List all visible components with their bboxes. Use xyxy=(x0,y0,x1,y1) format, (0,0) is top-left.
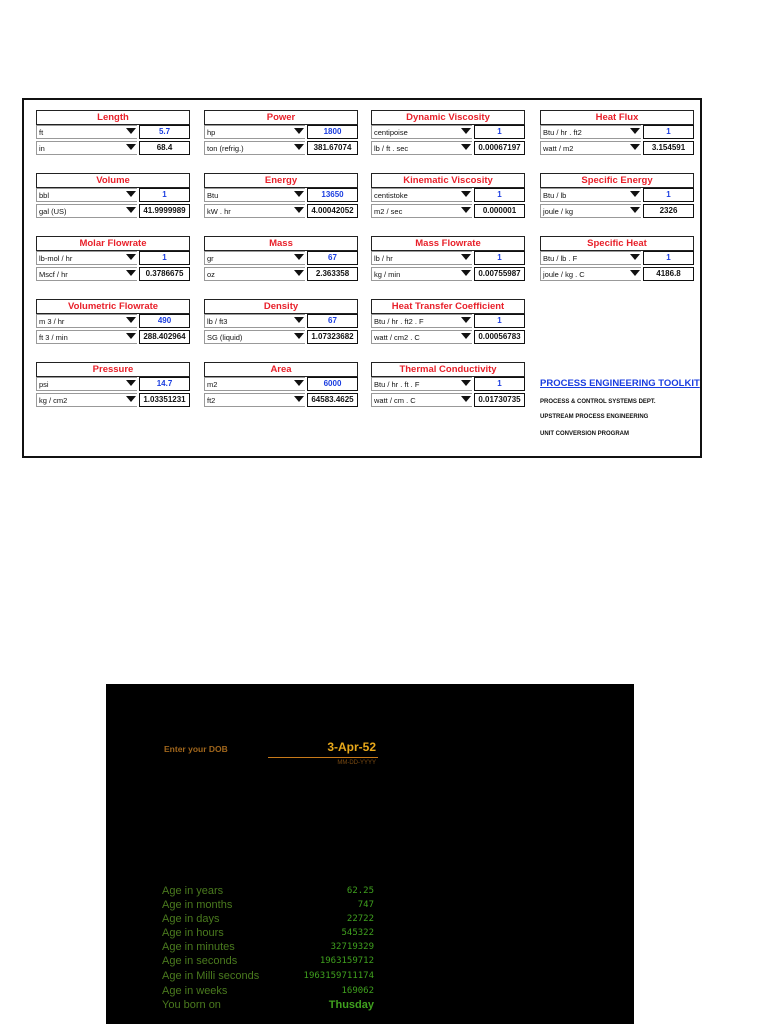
from-unit-select[interactable]: ft xyxy=(36,125,137,139)
age-row xyxy=(162,927,374,941)
dropdown-arrow-icon[interactable] xyxy=(461,191,471,197)
dropdown-arrow-icon[interactable] xyxy=(126,396,136,402)
dropdown-arrow-icon[interactable] xyxy=(630,254,640,260)
converter-title: Mass Flowrate xyxy=(371,236,525,251)
age-value: 32719329 xyxy=(330,942,374,952)
to-value-output: 0.000001 xyxy=(474,204,525,218)
to-value-output: 3.154591 xyxy=(643,141,694,155)
dropdown-arrow-icon[interactable] xyxy=(461,380,471,386)
dob-input[interactable]: 3-Apr-52 xyxy=(327,740,376,754)
to-value-output: 0.00056783 xyxy=(474,330,525,344)
to-unit-select[interactable]: gal (US) xyxy=(36,204,137,218)
to-unit-select[interactable]: kg / min xyxy=(371,267,472,281)
age-label: Age in seconds xyxy=(162,955,238,967)
converter-power xyxy=(204,110,358,158)
to-value-output: 0.3786675 xyxy=(139,267,190,281)
to-unit-select[interactable]: joule / kg . C xyxy=(540,267,641,281)
from-value-input[interactable]: 490 xyxy=(139,314,190,328)
to-unit-select[interactable]: watt / cm2 . C xyxy=(371,330,472,344)
converter-title: Density xyxy=(204,299,358,314)
dropdown-arrow-icon[interactable] xyxy=(294,270,304,276)
converter-title: Pressure xyxy=(36,362,190,377)
from-unit-select[interactable]: centipoise xyxy=(371,125,472,139)
age-value: 747 xyxy=(357,900,374,910)
dropdown-arrow-icon[interactable] xyxy=(630,191,640,197)
converter-title: Dynamic Viscosity xyxy=(371,110,525,125)
converter-mass xyxy=(204,236,358,284)
to-unit-select[interactable]: ft2 xyxy=(204,393,305,407)
age-label: Age in hours xyxy=(162,927,224,939)
converter-title: Area xyxy=(204,362,358,377)
from-value-input[interactable]: 6000 xyxy=(307,377,358,391)
to-unit-select[interactable]: joule / kg xyxy=(540,204,641,218)
age-value: 169062 xyxy=(341,986,374,996)
to-row xyxy=(36,267,190,282)
dropdown-arrow-icon[interactable] xyxy=(461,333,471,339)
converter-heat-flux xyxy=(540,110,694,158)
from-unit-select[interactable]: Btu / lb xyxy=(540,188,641,202)
to-row xyxy=(36,330,190,345)
dropdown-arrow-icon[interactable] xyxy=(126,207,136,213)
age-label: Age in days xyxy=(162,913,220,925)
from-value-input[interactable]: 67 xyxy=(307,314,358,328)
from-value-input[interactable]: 1 xyxy=(139,251,190,265)
from-unit-select[interactable]: lb-mol / hr xyxy=(36,251,137,265)
dropdown-arrow-icon[interactable] xyxy=(126,254,136,260)
to-row xyxy=(371,267,525,282)
from-row xyxy=(36,188,190,203)
to-row xyxy=(204,204,358,219)
dropdown-arrow-icon[interactable] xyxy=(461,254,471,260)
to-row xyxy=(371,141,525,156)
to-row xyxy=(204,330,358,345)
from-row xyxy=(36,251,190,266)
to-row xyxy=(36,393,190,408)
to-unit-select[interactable]: m2 / sec xyxy=(371,204,472,218)
converter-title: Power xyxy=(204,110,358,125)
toolkit-group: UPSTREAM PROCESS ENGINEERING xyxy=(540,414,649,420)
age-row xyxy=(162,913,374,927)
age-row xyxy=(162,899,374,913)
from-value-input[interactable]: 1 xyxy=(643,251,694,265)
from-unit-select[interactable]: centistoke xyxy=(371,188,472,202)
dropdown-arrow-icon[interactable] xyxy=(294,144,304,150)
from-row xyxy=(371,188,525,203)
from-row xyxy=(371,377,525,392)
converter-specific-heat xyxy=(540,236,694,284)
from-row xyxy=(204,251,358,266)
to-value-output: 1.07323682 xyxy=(307,330,358,344)
dropdown-arrow-icon[interactable] xyxy=(126,128,136,134)
dropdown-arrow-icon[interactable] xyxy=(294,254,304,260)
converter-title: Volume xyxy=(36,173,190,188)
from-unit-select[interactable]: gr xyxy=(204,251,305,265)
age-label: Age in months xyxy=(162,899,233,911)
from-value-input[interactable]: 5.7 xyxy=(139,125,190,139)
from-value-input[interactable]: 14.7 xyxy=(139,377,190,391)
to-unit-select[interactable]: in xyxy=(36,141,137,155)
dropdown-arrow-icon[interactable] xyxy=(461,317,471,323)
dropdown-arrow-icon[interactable] xyxy=(294,333,304,339)
to-value-output: 41.9999989 xyxy=(139,204,190,218)
to-row xyxy=(371,393,525,408)
dropdown-arrow-icon[interactable] xyxy=(294,191,304,197)
dropdown-arrow-icon[interactable] xyxy=(126,333,136,339)
age-label: Age in minutes xyxy=(162,941,235,953)
age-value: Thusday xyxy=(328,999,374,1011)
from-value-input[interactable]: 1 xyxy=(643,125,694,139)
dropdown-arrow-icon[interactable] xyxy=(294,128,304,134)
from-row xyxy=(36,314,190,329)
from-row xyxy=(36,377,190,392)
age-value: 545322 xyxy=(341,928,374,938)
dropdown-arrow-icon[interactable] xyxy=(461,207,471,213)
from-value-input[interactable]: 1 xyxy=(643,188,694,202)
age-label: You born on xyxy=(162,999,221,1011)
to-value-output: 0.00755987 xyxy=(474,267,525,281)
dropdown-arrow-icon[interactable] xyxy=(126,317,136,323)
converter-kinematic-viscosity xyxy=(371,173,525,221)
to-unit-select[interactable]: kg / cm2 xyxy=(36,393,137,407)
to-row xyxy=(204,393,358,408)
from-value-input[interactable]: 1 xyxy=(139,188,190,202)
from-row xyxy=(371,314,525,329)
dropdown-arrow-icon[interactable] xyxy=(126,270,136,276)
from-row xyxy=(540,251,694,266)
to-row xyxy=(36,141,190,156)
converter-title: Specific Heat xyxy=(540,236,694,251)
from-unit-select[interactable]: lb / ft3 xyxy=(204,314,305,328)
converter-title: Specific Energy xyxy=(540,173,694,188)
age-label: Age in years xyxy=(162,885,224,897)
age-label: Age in weeks xyxy=(162,985,228,997)
converter-area xyxy=(204,362,358,410)
toolkit-title-link[interactable]: PROCESS ENGINEERING TOOLKIT xyxy=(540,378,700,389)
from-unit-select[interactable]: Btu / hr . ft . F xyxy=(371,377,472,391)
to-value-output: 288.402964 xyxy=(139,330,190,344)
from-value-input[interactable]: 1 xyxy=(474,125,525,139)
age-value: 1963159712 xyxy=(319,956,374,966)
from-row xyxy=(204,125,358,140)
to-unit-select[interactable]: ton (refrig.) xyxy=(204,141,305,155)
dropdown-arrow-icon[interactable] xyxy=(630,270,640,276)
from-unit-select[interactable]: psi xyxy=(36,377,137,391)
to-value-output: 381.67074 xyxy=(307,141,358,155)
converter-title: Thermal Conductivity xyxy=(371,362,525,377)
converter-title: Heat Flux xyxy=(540,110,694,125)
dropdown-arrow-icon[interactable] xyxy=(461,270,471,276)
converter-energy xyxy=(204,173,358,221)
converter-title: Energy xyxy=(204,173,358,188)
to-value-output: 4186.8 xyxy=(643,267,694,281)
to-unit-select[interactable]: SG (liquid) xyxy=(204,330,305,344)
age-row xyxy=(162,985,374,999)
converter-volumetric-flowrate xyxy=(36,299,190,347)
to-value-output: 1.03351231 xyxy=(139,393,190,407)
to-unit-select[interactable]: watt / m2 xyxy=(540,141,641,155)
to-value-output: 0.00067197 xyxy=(474,141,525,155)
converter-molar-flowrate xyxy=(36,236,190,284)
to-row xyxy=(540,204,694,219)
converter-title: Heat Transfer Coefficient xyxy=(371,299,525,314)
from-unit-select[interactable]: Btu / hr . ft2 xyxy=(540,125,641,139)
toolkit-program: UNIT CONVERSION PROGRAM xyxy=(540,431,630,437)
from-row xyxy=(36,125,190,140)
converter-thermal-conductivity xyxy=(371,362,525,410)
dropdown-arrow-icon[interactable] xyxy=(630,144,640,150)
converter-heat-transfer-coefficient xyxy=(371,299,525,347)
dropdown-arrow-icon[interactable] xyxy=(294,396,304,402)
converter-title: Volumetric Flowrate xyxy=(36,299,190,314)
converter-title: Kinematic Viscosity xyxy=(371,173,525,188)
dropdown-arrow-icon[interactable] xyxy=(126,380,136,386)
to-row xyxy=(36,204,190,219)
to-unit-select[interactable]: ft 3 / min xyxy=(36,330,137,344)
converter-title: Mass xyxy=(204,236,358,251)
dropdown-arrow-icon[interactable] xyxy=(126,144,136,150)
dob-format-hint: MM-DD-YYYY xyxy=(337,760,376,766)
from-row xyxy=(204,188,358,203)
from-unit-select[interactable]: m 3 / hr xyxy=(36,314,137,328)
to-value-output: 64583.4625 xyxy=(307,393,358,407)
converter-title: Molar Flowrate xyxy=(36,236,190,251)
from-unit-select[interactable]: Btu / lb . F xyxy=(540,251,641,265)
converter-density xyxy=(204,299,358,347)
from-row xyxy=(204,377,358,392)
toolkit-dept: PROCESS & CONTROL SYSTEMS DEPT. xyxy=(540,399,656,405)
from-unit-select[interactable]: Btu / hr . ft2 . F xyxy=(371,314,472,328)
from-value-input[interactable]: 1800 xyxy=(307,125,358,139)
from-row xyxy=(540,125,694,140)
converter-pressure xyxy=(36,362,190,410)
to-unit-select[interactable]: oz xyxy=(204,267,305,281)
from-row xyxy=(371,125,525,140)
from-unit-select[interactable]: hp xyxy=(204,125,305,139)
dob-underline xyxy=(268,757,378,758)
from-value-input[interactable]: 13650 xyxy=(307,188,358,202)
converter-dynamic-viscosity xyxy=(371,110,525,158)
from-unit-select[interactable]: Btu xyxy=(204,188,305,202)
to-unit-select[interactable]: Mscf / hr xyxy=(36,267,137,281)
to-row xyxy=(204,267,358,282)
from-row xyxy=(204,314,358,329)
to-value-output: 2326 xyxy=(643,204,694,218)
from-row xyxy=(371,251,525,266)
dropdown-arrow-icon[interactable] xyxy=(294,380,304,386)
age-value: 1963159711174 xyxy=(303,971,374,981)
to-row xyxy=(204,141,358,156)
converter-length xyxy=(36,110,190,158)
dob-label: Enter your DOB xyxy=(164,744,228,754)
to-unit-select[interactable]: kW . hr xyxy=(204,204,305,218)
dropdown-arrow-icon[interactable] xyxy=(630,207,640,213)
to-value-output: 0.01730735 xyxy=(474,393,525,407)
from-value-input[interactable]: 1 xyxy=(474,251,525,265)
age-row xyxy=(162,941,374,955)
from-unit-select[interactable]: bbl xyxy=(36,188,137,202)
age-label: Age in Milli seconds xyxy=(162,970,260,982)
age-row xyxy=(162,999,374,1013)
from-value-input[interactable]: 67 xyxy=(307,251,358,265)
to-row xyxy=(371,330,525,345)
age-value: 62.25 xyxy=(346,886,374,896)
dropdown-arrow-icon[interactable] xyxy=(630,128,640,134)
from-value-input[interactable]: 1 xyxy=(474,314,525,328)
dropdown-arrow-icon[interactable] xyxy=(461,396,471,402)
age-row xyxy=(162,970,374,984)
age-row xyxy=(162,885,374,899)
converter-mass-flowrate xyxy=(371,236,525,284)
converter-title: Length xyxy=(36,110,190,125)
to-row xyxy=(371,204,525,219)
to-value-output: 4.00042052 xyxy=(307,204,358,218)
from-value-input[interactable]: 1 xyxy=(474,188,525,202)
to-unit-select[interactable]: lb / ft . sec xyxy=(371,141,472,155)
to-value-output: 68.4 xyxy=(139,141,190,155)
dropdown-arrow-icon[interactable] xyxy=(294,317,304,323)
dropdown-arrow-icon[interactable] xyxy=(126,191,136,197)
age-row xyxy=(162,955,374,969)
converter-volume xyxy=(36,173,190,221)
dropdown-arrow-icon[interactable] xyxy=(294,207,304,213)
age-value: 22722 xyxy=(346,914,374,924)
from-unit-select[interactable]: lb / hr xyxy=(371,251,472,265)
from-unit-select[interactable]: m2 xyxy=(204,377,305,391)
dropdown-arrow-icon[interactable] xyxy=(461,128,471,134)
converter-specific-energy xyxy=(540,173,694,221)
age-calculator-panel xyxy=(106,684,634,1024)
from-value-input[interactable]: 1 xyxy=(474,377,525,391)
from-row xyxy=(540,188,694,203)
dropdown-arrow-icon[interactable] xyxy=(461,144,471,150)
to-unit-select[interactable]: watt / cm . C xyxy=(371,393,472,407)
to-row xyxy=(540,267,694,282)
to-value-output: 2.363358 xyxy=(307,267,358,281)
to-row xyxy=(540,141,694,156)
